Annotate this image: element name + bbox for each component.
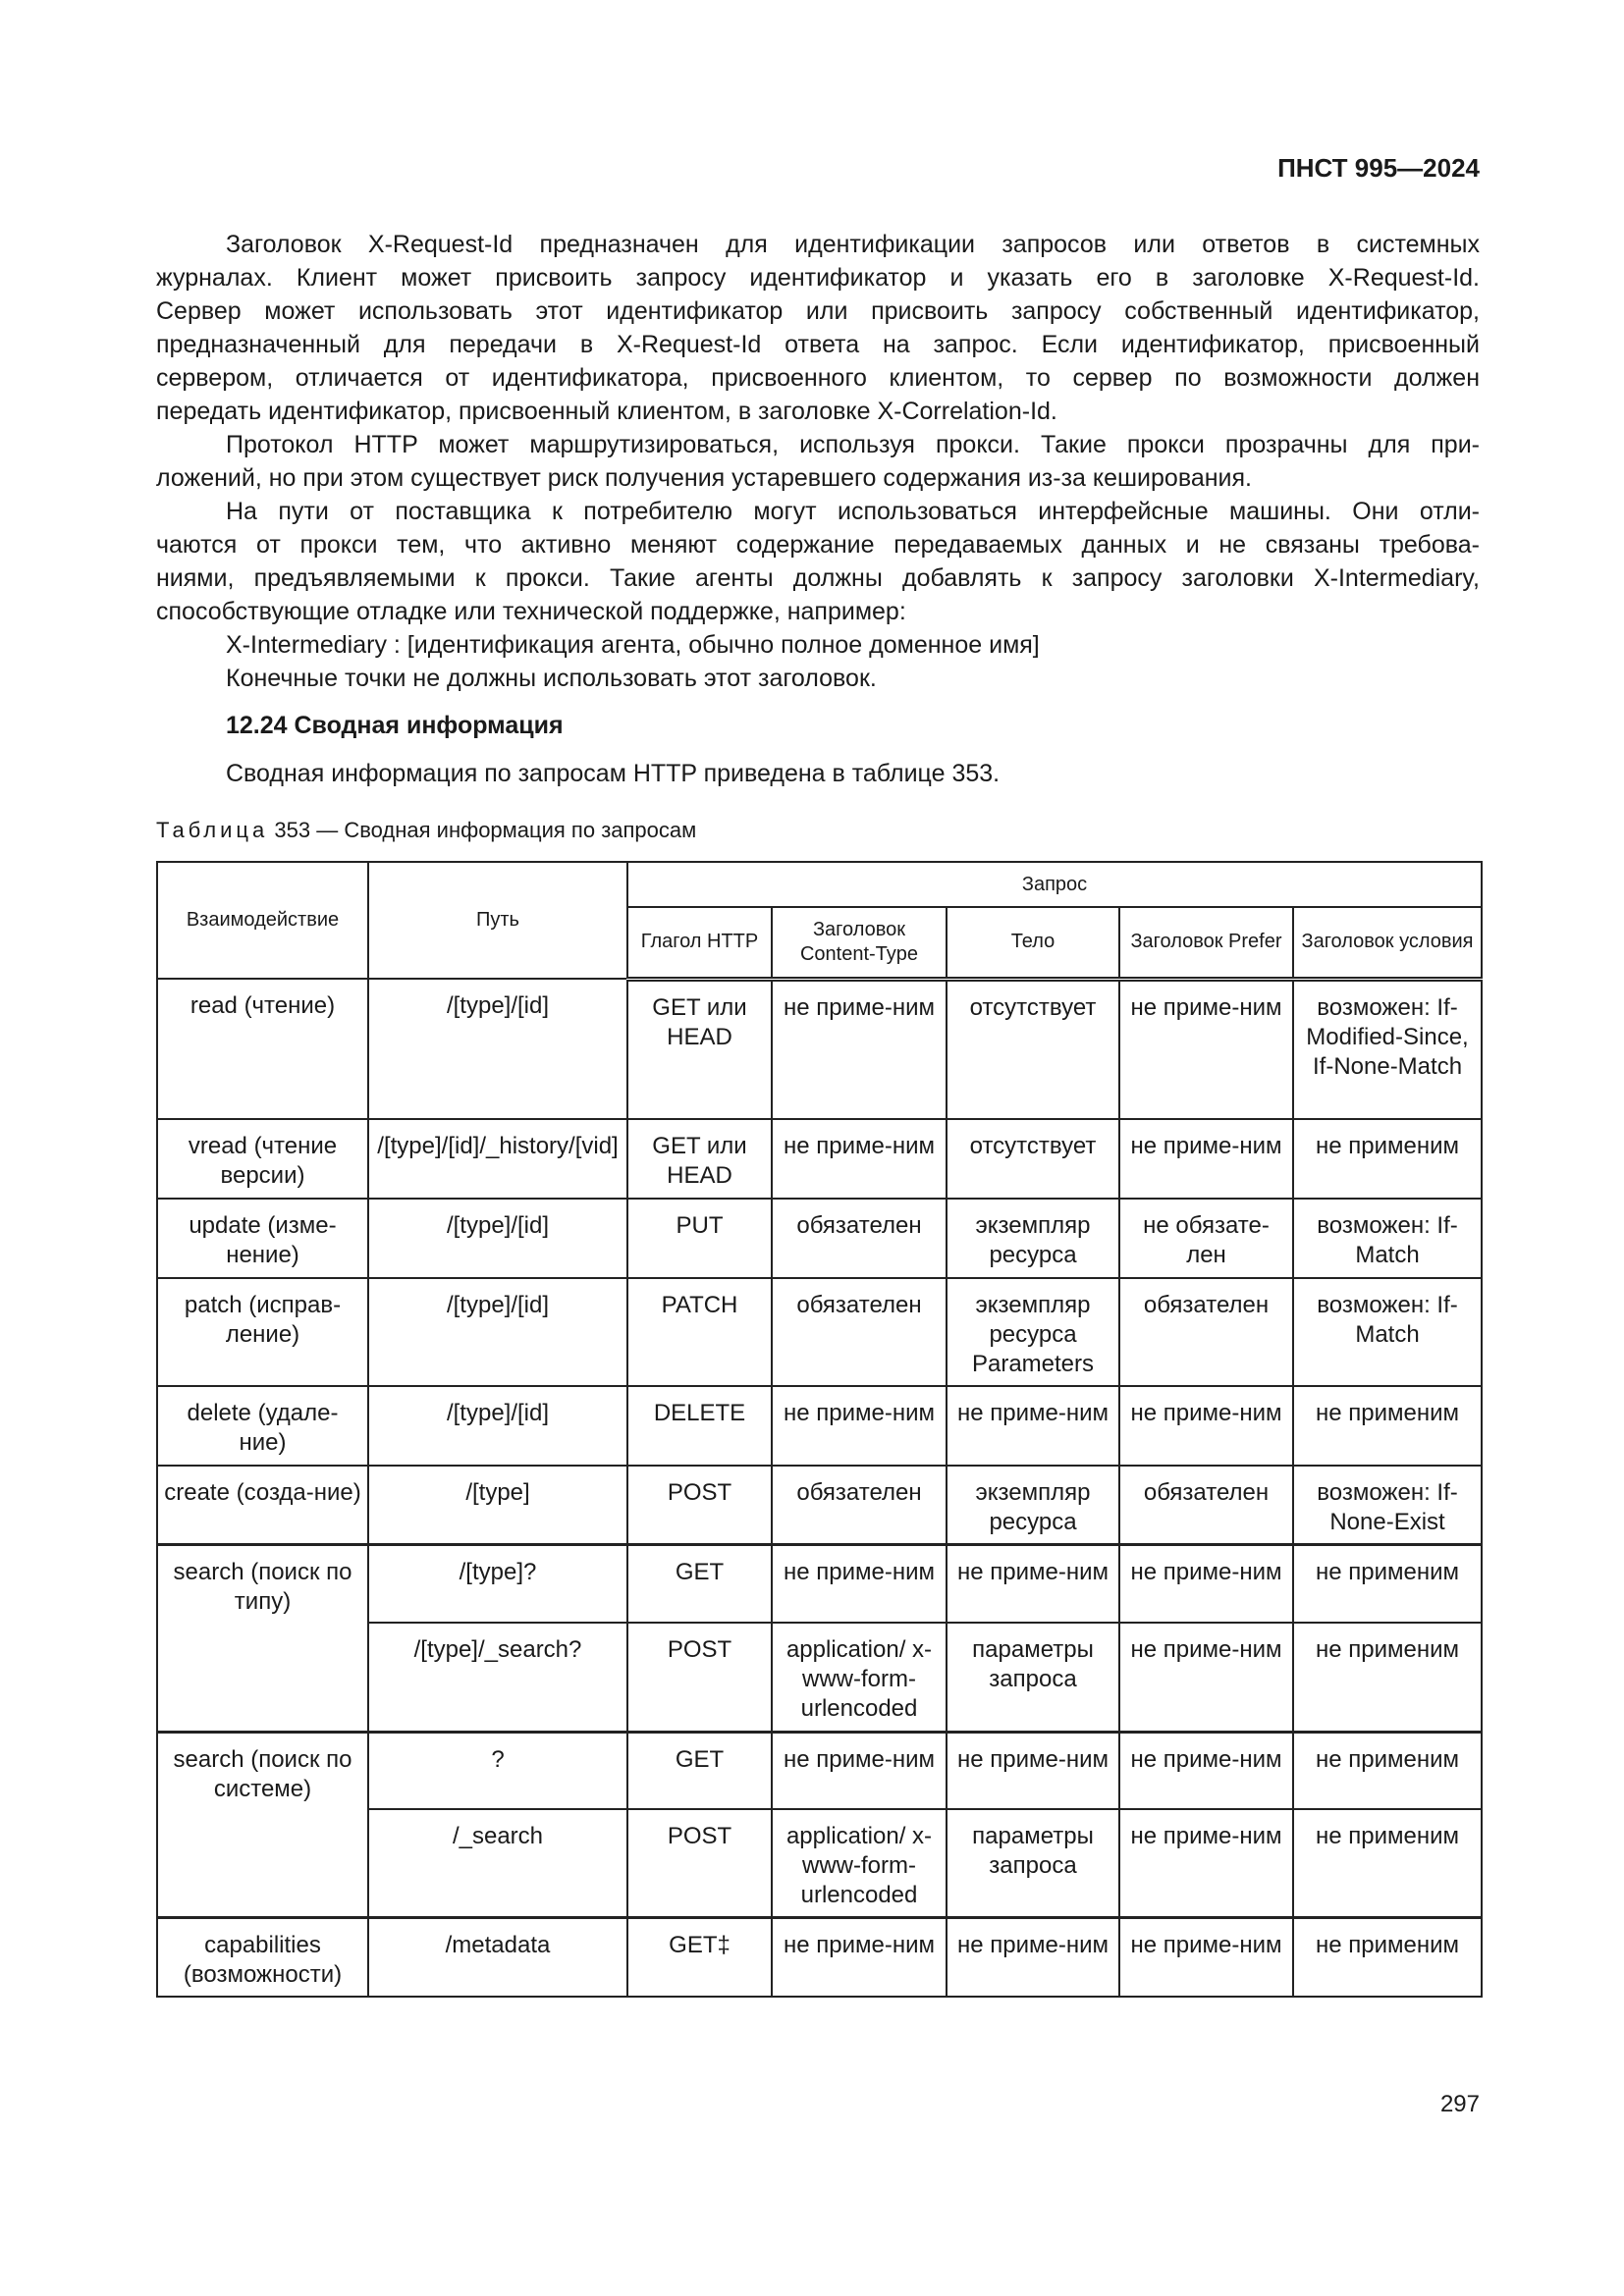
cell-prefer: не приме-ним	[1119, 1917, 1293, 1997]
header-body: Тело	[947, 907, 1119, 979]
cell-interaction: capabilities (возможности)	[157, 1917, 368, 1997]
cell-conditional: возможен: If-None-Exist	[1293, 1466, 1482, 1544]
cell-path: /[type]/_search?	[368, 1623, 627, 1732]
cell-content-type: application/ x-www-form-urlencoded	[772, 1809, 947, 1917]
table-row	[157, 1119, 1482, 1199]
paragraph-line: X-Intermediary : [идентификация агента, обычно полное доменное имя]	[226, 631, 1040, 659]
paragraph-line: предназначенный для передачи в X-Request-Id ответа на запрос. Если идентификатор, присвоенный	[156, 331, 1480, 358]
header-conditional: Заголовок условия	[1293, 907, 1482, 979]
header-request: Запрос	[627, 862, 1482, 907]
cell-prefer: обязателен	[1119, 1278, 1293, 1386]
cell-path: /[type]/[id]	[368, 1278, 627, 1386]
cell-verb: GET	[627, 1732, 772, 1809]
table-row	[157, 1199, 1482, 1278]
cell-prefer: не приме-ним	[1119, 1732, 1293, 1809]
page-number: 297	[1439, 2091, 1480, 2117]
table-row	[157, 1466, 1482, 1544]
cell-verb: POST	[627, 1623, 772, 1732]
table-row	[157, 1917, 1482, 1997]
cell-content-type: обязателен	[772, 1199, 947, 1278]
cell-prefer: не приме-ним	[1119, 1623, 1293, 1732]
paragraph-line: сервером, отличается от идентификатора, присвоенного клиентом, то сервер по возможности должен	[156, 364, 1480, 392]
cell-interaction: update (изме-нение)	[157, 1199, 368, 1278]
cell-content-type: обязателен	[772, 1466, 947, 1544]
cell-interaction: read (чтение)	[157, 979, 368, 1119]
cell-body: экземпляр ресурса	[947, 1199, 1119, 1278]
cell-body: параметры запроса	[947, 1623, 1119, 1732]
cell-conditional: не применим	[1293, 1917, 1482, 1997]
header-prefer: Заголовок Prefer	[1119, 907, 1293, 979]
cell-conditional: не применим	[1293, 1809, 1482, 1917]
section-intro: Сводная информация по запросам HTTP приведена в таблице 353.	[226, 760, 1001, 787]
cell-content-type: не приме-ним	[772, 1544, 947, 1623]
paragraph-line: передать идентификатор, присвоенный клиентом, в заголовке X-Correlation-Id.	[156, 398, 1057, 425]
cell-conditional: возможен: If-Match	[1293, 1199, 1482, 1278]
paragraph-line: чаются от прокси тем, что активно меняют содержание передаваемых данных и не связаны требова-	[156, 531, 1480, 559]
caption-label: Таблица	[156, 818, 269, 842]
paragraph-line: Сервер может использовать этот идентификатор или присвоить запросу собственный идентификатор,	[156, 297, 1480, 325]
cell-body: экземпляр ресурса Parameters	[947, 1278, 1119, 1386]
cell-path: /_search	[368, 1809, 627, 1917]
paragraph-line: журналах. Клиент может присвоить запросу идентификатор и указать его в заголовке X-Request-Id.	[156, 264, 1480, 292]
cell-body: экземпляр ресурса	[947, 1466, 1119, 1544]
table-row	[157, 1278, 1482, 1386]
cell-prefer: не приме-ним	[1119, 979, 1293, 1119]
paragraph-line: Протокол HTTP может маршрутизироваться, используя прокси. Такие прокси прозрачны для при-	[226, 431, 1480, 458]
cell-path: /[type]	[368, 1466, 627, 1544]
paragraph-line: способствующие отладке или технической поддержке, например:	[156, 598, 906, 625]
cell-prefer: обязателен	[1119, 1466, 1293, 1544]
table-row	[157, 1544, 1482, 1623]
cell-verb: GET или HEAD	[627, 1119, 772, 1199]
cell-interaction: patch (исправ-ление)	[157, 1278, 368, 1386]
cell-path: /[type]/[id]	[368, 979, 627, 1119]
header-verb: Глагол HTTP	[627, 907, 772, 979]
cell-body: параметры запроса	[947, 1809, 1119, 1917]
cell-content-type: обязателен	[772, 1278, 947, 1386]
cell-prefer: не приме-ним	[1119, 1386, 1293, 1466]
cell-verb: POST	[627, 1466, 772, 1544]
cell-path: ?	[368, 1732, 627, 1809]
cell-interaction: search (поиск по типу)	[157, 1544, 368, 1732]
cell-prefer: не приме-ним	[1119, 1809, 1293, 1917]
cell-interaction: delete (удале-ние)	[157, 1386, 368, 1466]
cell-conditional: возможен: If-Modified-Since, If-None-Match	[1293, 979, 1482, 1119]
table-caption	[156, 818, 696, 843]
cell-conditional: не применим	[1293, 1386, 1482, 1466]
cell-body: отсутствует	[947, 1119, 1119, 1199]
cell-interaction: search (поиск по системе)	[157, 1732, 368, 1917]
section-heading: 12.24 Сводная информация	[226, 712, 564, 739]
cell-path: /[type]?	[368, 1544, 627, 1623]
cell-path: /[type]/[id]/_history/[vid]	[368, 1119, 627, 1199]
cell-conditional: не применим	[1293, 1732, 1482, 1809]
table-row	[157, 1732, 1482, 1809]
paragraph-line: На пути от поставщика к потребителю могут использоваться интерфейсные машины. Они отли-	[226, 498, 1480, 525]
paragraph-line: ложений, но при этом существует риск получения устаревшего содержания из-за кеширования.	[156, 464, 1252, 492]
cell-interaction: vread (чтение версии)	[157, 1119, 368, 1199]
cell-content-type: не приме-ним	[772, 1386, 947, 1466]
cell-conditional: не применим	[1293, 1544, 1482, 1623]
cell-path: /metadata	[368, 1917, 627, 1997]
cell-interaction: create (созда-ние)	[157, 1466, 368, 1544]
cell-verb: POST	[627, 1809, 772, 1917]
cell-body: не приме-ним	[947, 1544, 1119, 1623]
cell-body: отсутствует	[947, 979, 1119, 1119]
paragraph-line: Конечные точки не должны использовать этот заголовок.	[226, 665, 877, 692]
cell-verb: GET или HEAD	[627, 979, 772, 1119]
cell-conditional: не применим	[1293, 1623, 1482, 1732]
cell-content-type: не приме-ним	[772, 979, 947, 1119]
cell-content-type: не приме-ним	[772, 1917, 947, 1997]
cell-content-type: не приме-ним	[772, 1119, 947, 1199]
cell-path: /[type]/[id]	[368, 1199, 627, 1278]
cell-verb: GET‡	[627, 1917, 772, 1997]
cell-prefer: не обязате-лен	[1119, 1199, 1293, 1278]
cell-body: не приме-ним	[947, 1386, 1119, 1466]
cell-conditional: возможен: If-Match	[1293, 1278, 1482, 1386]
cell-prefer: не приме-ним	[1119, 1544, 1293, 1623]
header-path: Путь	[368, 862, 627, 979]
cell-verb: PATCH	[627, 1278, 772, 1386]
cell-path: /[type]/[id]	[368, 1386, 627, 1466]
cell-verb: GET	[627, 1544, 772, 1623]
cell-verb: PUT	[627, 1199, 772, 1278]
document-code: ПНСТ 995—2024	[1277, 153, 1480, 183]
cell-body: не приме-ним	[947, 1732, 1119, 1809]
table-row	[157, 979, 1482, 1119]
cell-conditional: не применим	[1293, 1119, 1482, 1199]
header-content-type: Заголовок Content-Type	[772, 907, 947, 979]
body-text	[156, 228, 1480, 695]
requests-summary-table	[156, 861, 1483, 1998]
header-interaction: Взаимодействие	[157, 862, 368, 979]
cell-verb: DELETE	[627, 1386, 772, 1466]
cell-content-type: application/ x-www-form-urlencoded	[772, 1623, 947, 1732]
paragraph-line: ниями, предъявляемыми к прокси. Такие агенты должны добавлять к запросу заголовки X-Intermediary,	[156, 564, 1480, 592]
cell-prefer: не приме-ним	[1119, 1119, 1293, 1199]
cell-body: не приме-ним	[947, 1917, 1119, 1997]
cell-content-type: не приме-ним	[772, 1732, 947, 1809]
caption-text: 353 — Сводная информация по запросам	[274, 818, 697, 842]
table-row	[157, 1386, 1482, 1466]
paragraph-line: Заголовок X-Request-Id предназначен для идентификации запросов или ответов в системных	[226, 231, 1480, 258]
